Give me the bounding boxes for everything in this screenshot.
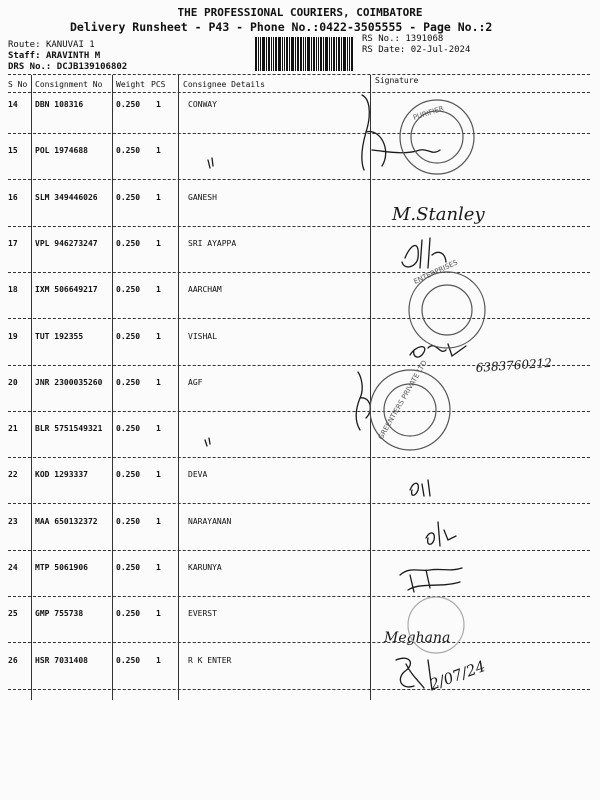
col-header-pcs: PCS [151, 80, 166, 89]
staff-label: Staff: [8, 51, 41, 61]
cell-consignment: BLR 5751549321 [35, 424, 103, 434]
small-mark [208, 158, 213, 168]
stamp-text: ENTERPRISES [412, 258, 460, 286]
signature-scribble [426, 522, 456, 546]
cell-consignment: VPL 946273247 [35, 238, 98, 248]
cell-sno: 19 [8, 331, 18, 341]
cell-pcs: 1 [156, 377, 161, 387]
cell-sno: 14 [8, 100, 18, 109]
signature-scribble [400, 568, 462, 592]
handwritten-number: 6383760212 [475, 355, 553, 375]
cell-sno: 18 [8, 285, 18, 295]
cell-pcs: 1 [156, 470, 161, 480]
col-header-sno: S No [8, 80, 28, 89]
col-header-signature: Signature [375, 76, 419, 85]
cell-consignee: VISHAL [188, 331, 217, 341]
staff-value: ARAVINTH M [45, 51, 101, 61]
cell-weight: 0.250 [116, 424, 141, 434]
cell-consignee: NARAYANAN [188, 516, 232, 526]
cell-pcs: 1 [156, 146, 161, 156]
cell-consignee: SRI AYAPPA [188, 238, 237, 248]
cell-consignee: EVERST [188, 609, 217, 619]
col-header-consignment: Consignment No [35, 80, 103, 89]
signature-scribble [356, 372, 370, 430]
route-value: KANUVAI 1 [45, 40, 95, 50]
signature-scribble [410, 480, 430, 496]
cell-weight: 0.250 [116, 100, 141, 109]
cell-pcs: 1 [156, 238, 161, 248]
handwritten-date: 2/07/24 [427, 657, 488, 694]
cell-consignment: SLM 349446026 [35, 192, 98, 202]
cell-consignee: AARCHAM [188, 285, 222, 295]
cell-consignment: JNR 2300035260 [35, 377, 103, 387]
cell-sno: 20 [8, 377, 18, 387]
col-header-weight: Weight [116, 80, 145, 89]
rs-date-value: 02-Jul-2024 [410, 45, 471, 55]
cell-consignment: TUT 192355 [35, 331, 84, 341]
signature-scribble [402, 238, 446, 268]
signature-scribble [396, 658, 432, 690]
cell-sno: 21 [8, 424, 18, 434]
company-title: THE PROFESSIONAL COURIERS, COIMBATORE [177, 6, 423, 19]
signature-scribble [362, 95, 440, 170]
cell-consignment: DBN 108316 [35, 100, 84, 109]
cell-pcs: 1 [156, 655, 161, 665]
stamp-text: PURIFIER [412, 104, 445, 122]
cell-pcs: 1 [156, 424, 161, 434]
col-header-consignee: Consignee Details [183, 80, 265, 89]
drs-value: DCJB139106802 [56, 62, 128, 72]
cell-consignee: DEVA [188, 470, 208, 480]
cell-pcs: 1 [156, 192, 161, 202]
cell-weight: 0.250 [116, 146, 141, 156]
cell-pcs: 1 [156, 609, 161, 619]
cell-weight: 0.250 [116, 609, 141, 619]
cell-weight: 0.250 [116, 655, 141, 665]
signature-text: Meghana [384, 630, 451, 646]
drs-label: DRS No.: [8, 62, 52, 72]
cell-pcs: 1 [156, 331, 161, 341]
cell-consignment: IXM 506649217 [35, 285, 98, 295]
cell-weight: 0.250 [116, 563, 141, 572]
cell-sno: 25 [8, 609, 18, 619]
runsheet-subtitle: Delivery Runsheet - P43 - Phone No.:0422-3505555 - Page No.:2 [70, 20, 493, 34]
cell-pcs: 1 [156, 100, 161, 109]
cell-consignment: KOD 1293337 [35, 470, 88, 480]
cell-weight: 0.250 [116, 331, 141, 341]
cell-consignee: GANESH [188, 192, 217, 202]
small-mark [205, 438, 210, 446]
cell-pcs: 1 [156, 285, 161, 295]
cell-sno: 22 [8, 470, 18, 480]
cell-sno: 15 [8, 146, 18, 156]
cell-sno: 24 [8, 563, 18, 572]
cell-consignee: CONWAY [188, 100, 217, 109]
cell-sno: 16 [8, 192, 18, 202]
cell-consignee: R K ENTER [188, 655, 232, 665]
cell-consignment: MAA 650132372 [35, 516, 98, 526]
cell-pcs: 1 [156, 516, 161, 526]
cell-weight: 0.250 [116, 192, 141, 202]
stamp-text: GREENTIERS PRIVATE LTD [376, 359, 429, 441]
cell-consignee: KARUNYA [188, 563, 222, 572]
cell-weight: 0.250 [116, 285, 141, 295]
cell-weight: 0.250 [116, 377, 141, 387]
cell-pcs: 1 [156, 563, 161, 572]
cell-sno: 17 [8, 238, 18, 248]
cell-consignee: AGF [188, 377, 203, 387]
route-label: Route: [8, 40, 41, 50]
signature-text: M.Stanley [392, 204, 485, 225]
cell-sno: 26 [8, 655, 18, 665]
rs-no-value: 1391068 [405, 34, 444, 44]
rs-date-label: RS Date: [362, 45, 406, 55]
cell-consignment: HSR 7031408 [35, 655, 88, 665]
cell-sno: 23 [8, 516, 18, 526]
cell-weight: 0.250 [116, 470, 141, 480]
cell-consignment: POL 1974688 [35, 146, 88, 156]
cell-consignment: MTP 5061906 [35, 563, 88, 572]
rs-no-label: RS No.: [362, 34, 400, 44]
cell-weight: 0.250 [116, 238, 141, 248]
cell-weight: 0.250 [116, 516, 141, 526]
cell-consignment: GMP 755738 [35, 609, 84, 619]
